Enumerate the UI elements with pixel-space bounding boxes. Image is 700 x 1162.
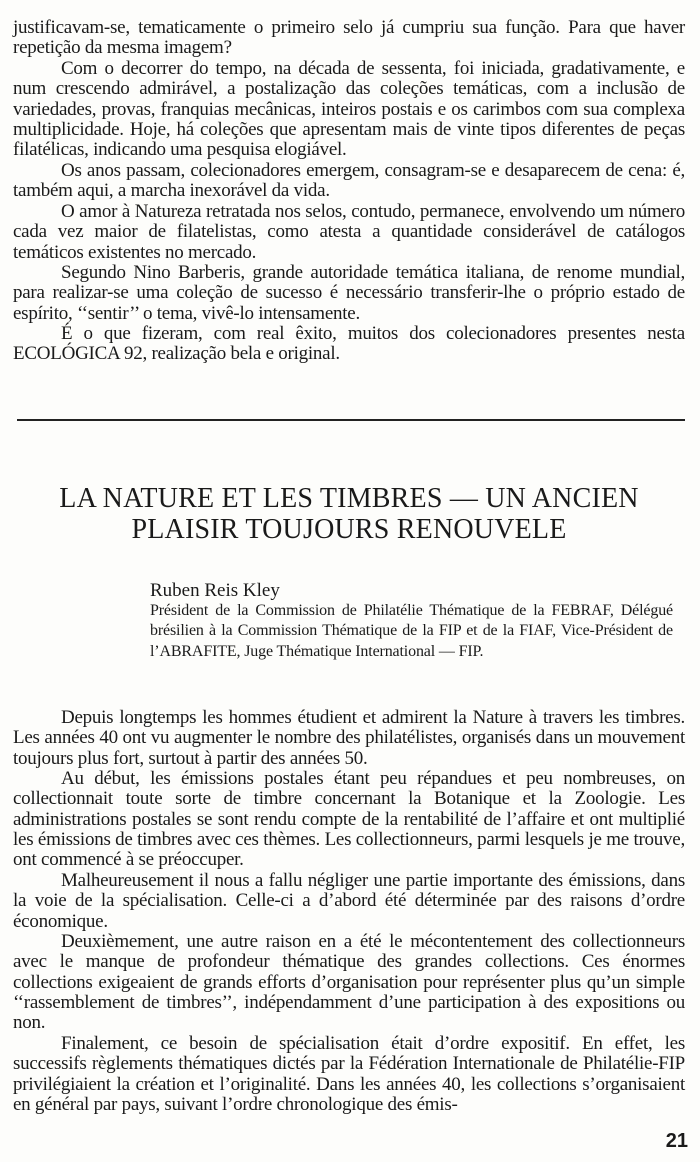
article-title-line-2: PLAISIR TOUJOURS RENOUVELE (131, 514, 567, 545)
author-role: Président de la Commission de Philatélie Thématique de la FEBRAF, Délégué brésilien à la Commission Thématique de la FIP et de la FIAF, Vice-Président de l’ABRAFITE, Juge Thématique International — FIP. (150, 602, 673, 660)
section-divider (17, 419, 685, 421)
pt-paragraph-2: Com o decorrer do tempo, na década de sessenta, foi iniciada, gradativamente, e num crescendo admirável, a postalização das coleções temáticas, com a inclusão de variedades, provas, franquias mecânicas, inteiros postais e os carimbos com sua complexa multiplicidade. Hoje, há coleções que apresentam mais de vinte tipos diferentes de peças filatélicas, indicando uma pesquisa elogiável. (13, 58, 685, 161)
author-name: Ruben Reis Kley (150, 580, 280, 601)
pt-paragraph-6: É o que fizeram, com real êxito, muitos dos colecionadores presentes nesta ECOLÓGICA 92, realização bela e original. (13, 323, 685, 365)
pt-paragraph-1: justificavam-se, tematicamente o primeiro selo já cumpriu sua função. Para que haver repetição da mesma imagem? (13, 17, 685, 59)
pt-paragraph-4: O amor à Natureza retratada nos selos, contudo, permanece, envolvendo um número cada vez maior de filatelistas, como atesta a quantidade considerável de catálogos temáticos existentes no mercado. (13, 201, 685, 263)
pt-paragraph-3: Os anos passam, colecionadores emergem, consagram-se e desaparecem de cena: é, também aqui, a marcha inexorável da vida. (13, 160, 685, 202)
pt-paragraph-5: Segundo Nino Barberis, grande autoridade temática italiana, de renome mundial, para realizar-se uma coleção de sucesso é necessário transferir-lhe o próprio estado de espírito, ‘‘sentir’’ o tema, vivê-lo intensamente. (13, 262, 685, 324)
fr-paragraph-2: Au début, les émissions postales étant peu répandues et peu nombreuses, on collectionnait toute sorte de timbre concernant la Botanique et la Zoologie. Les administrations postales se sont rendu compte de la rentabilité de l’affaire et ont multiplié les émissions de timbres avec ces thèmes. Les collectionneurs, parmi lesquels je me trouve, ont commencé à se préoccuper. (13, 768, 685, 871)
article-title-line-1: LA NATURE ET LES TIMBRES — UN ANCIEN (59, 483, 639, 514)
page-number: 21 (665, 1130, 688, 1152)
fr-paragraph-5: Finalement, ce besoin de spécialisation était d’ordre expositif. En effet, les successifs règlements thématiques dictés par la Fédération Internationale de Philatélie-FIP privilégiaient la création et l’originalité. Dans les années 40, les collections s’organisaient en général par pays, suivant l’ordre chronologique des émis- (13, 1033, 685, 1115)
fr-paragraph-1: Depuis longtemps les hommes étudient et admirent la Nature à travers les timbres. Les années 40 ont vu augmenter le nombre des philatélistes, organisés dans un mouvement toujours plus fort, surtout à partir des années 50. (13, 707, 685, 769)
fr-paragraph-3: Malheureusement il nous a fallu négliger une partie importante des émissions, dans la voie de la spécialisation. Celle-ci a d’abord été déterminée par des raisons d’ordre économique. (13, 870, 685, 932)
fr-paragraph-4: Deuxièmement, une autre raison en a été le mécontentement des collectionneurs avec le manque de profondeur thématique des grandes collections. Ces énormes collections exigeaient de grands efforts d’organisation pour représenter plus qu’un simple ‘‘rassemblement de timbres’’, indépendamment d’une participation à des expositions ou non. (13, 931, 685, 1034)
